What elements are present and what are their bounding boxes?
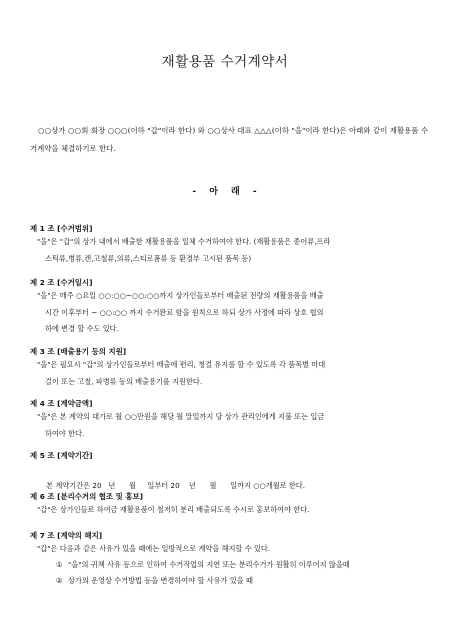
item-2-number: ②	[56, 576, 63, 585]
article-3-line-1: "을"은 필요시 "갑"의 상가인들로부터 배출에 편리, 청결 유지를 할 수 있도록 각 품목별 마대	[37, 360, 326, 369]
article-1-line-1: "을"은 "갑"의 상가 내에서 배출한 재활용품을 일체 수거하여야 한다. (재활용품은 종이류,프라	[37, 237, 331, 246]
article-5-line-1: 본 계약기간은 20 년 월 일부터 20 년 월 일까지 ○○개월로 한다.	[46, 480, 306, 490]
article-1-line-2: 스틱류,병류,캔,고철류,의류,스티로폼류 등 환경부 고시된 품목 등)	[45, 253, 252, 263]
ahrae-heading: - 아 래 -	[192, 187, 258, 197]
item-2-text: 상가의 운영상 수거방법 등을 변경하여야 할 사유가 있을 때	[68, 576, 253, 585]
article-6-body	[37, 502, 430, 519]
article-2-heading: 제 2 조 [수거일시]	[30, 278, 93, 287]
article-2-line-2: 시간 이후부터 ~ ○○:○○ 까지 수거완료 함을 원칙으로 하되 상가 사정에 따라 상호 협의	[45, 307, 324, 317]
article-3-line-2: 걸이 또는 고철, 파병류 등의 배출용기를 지원한다.	[45, 376, 203, 386]
article-4-heading: 제 4 조 [계약금액]	[30, 399, 93, 408]
item-1-number: ①	[56, 560, 63, 569]
article-6-line-1: "갑"은 상가인들로 하여금 재활용품이 철저히 분리 배출되도록 수시로 홍보하여야 한다.	[37, 505, 310, 514]
article-4-line-1: "을"은 본 계약의 대가로 월 ○○만원을 해당 월 말일까지 당 상가 관리인에게 지불 또는 입금	[37, 412, 325, 421]
article-2-line-1: "을"은 매주 ○요일 ○○:○○~○○:○○까지 상가인들로부터 배출된 전량의 재활용품을 배출	[37, 291, 324, 300]
article-7-item-1	[56, 557, 350, 574]
article-1-body	[37, 234, 430, 267]
article-2-body	[37, 288, 430, 338]
article-3-heading: 제 3 조 [배출용기 등의 지원]	[30, 347, 127, 356]
article-3-body	[37, 357, 430, 390]
article-7-body	[37, 541, 430, 558]
article-7-item-2	[56, 573, 253, 590]
article-2-line-3: 하에 변경 할 수도 있다.	[45, 324, 119, 333]
article-7-heading: 제 7 조 [계약의 해지]	[30, 531, 103, 540]
document-title: 재활용품 수거계약서	[161, 54, 289, 70]
item-1-text: "을"의 귀책 사유 등으로 인하여 수거작업의 지연 또는 분리수거가 원활히 이루어지 않을때	[68, 560, 350, 569]
article-4-body	[37, 409, 430, 442]
article-1-heading: 제 1 조 [수거범위]	[30, 224, 93, 233]
article-5-heading: 제 5 조 [계약기간]	[30, 451, 93, 460]
article-7-line-1: "갑"은 다음과 같은 사유가 있을 때에는 일방적으로 계약을 해지할 수 있다.	[37, 544, 271, 553]
article-4-line-2: 하여야 한다.	[45, 428, 85, 438]
article-6-heading: 제 6 조 [분리수거의 협조 및 홍보]	[30, 492, 144, 501]
intro-paragraph: ○○상가 ○○회 회장 ○○○(이하 "갑"이라 한다) 와 ○○상사 대표 △△△(이하 "을"이라 한다)은 아래와 같이 재활용품 수거계약을 체결하기로 한다.	[30, 126, 428, 153]
